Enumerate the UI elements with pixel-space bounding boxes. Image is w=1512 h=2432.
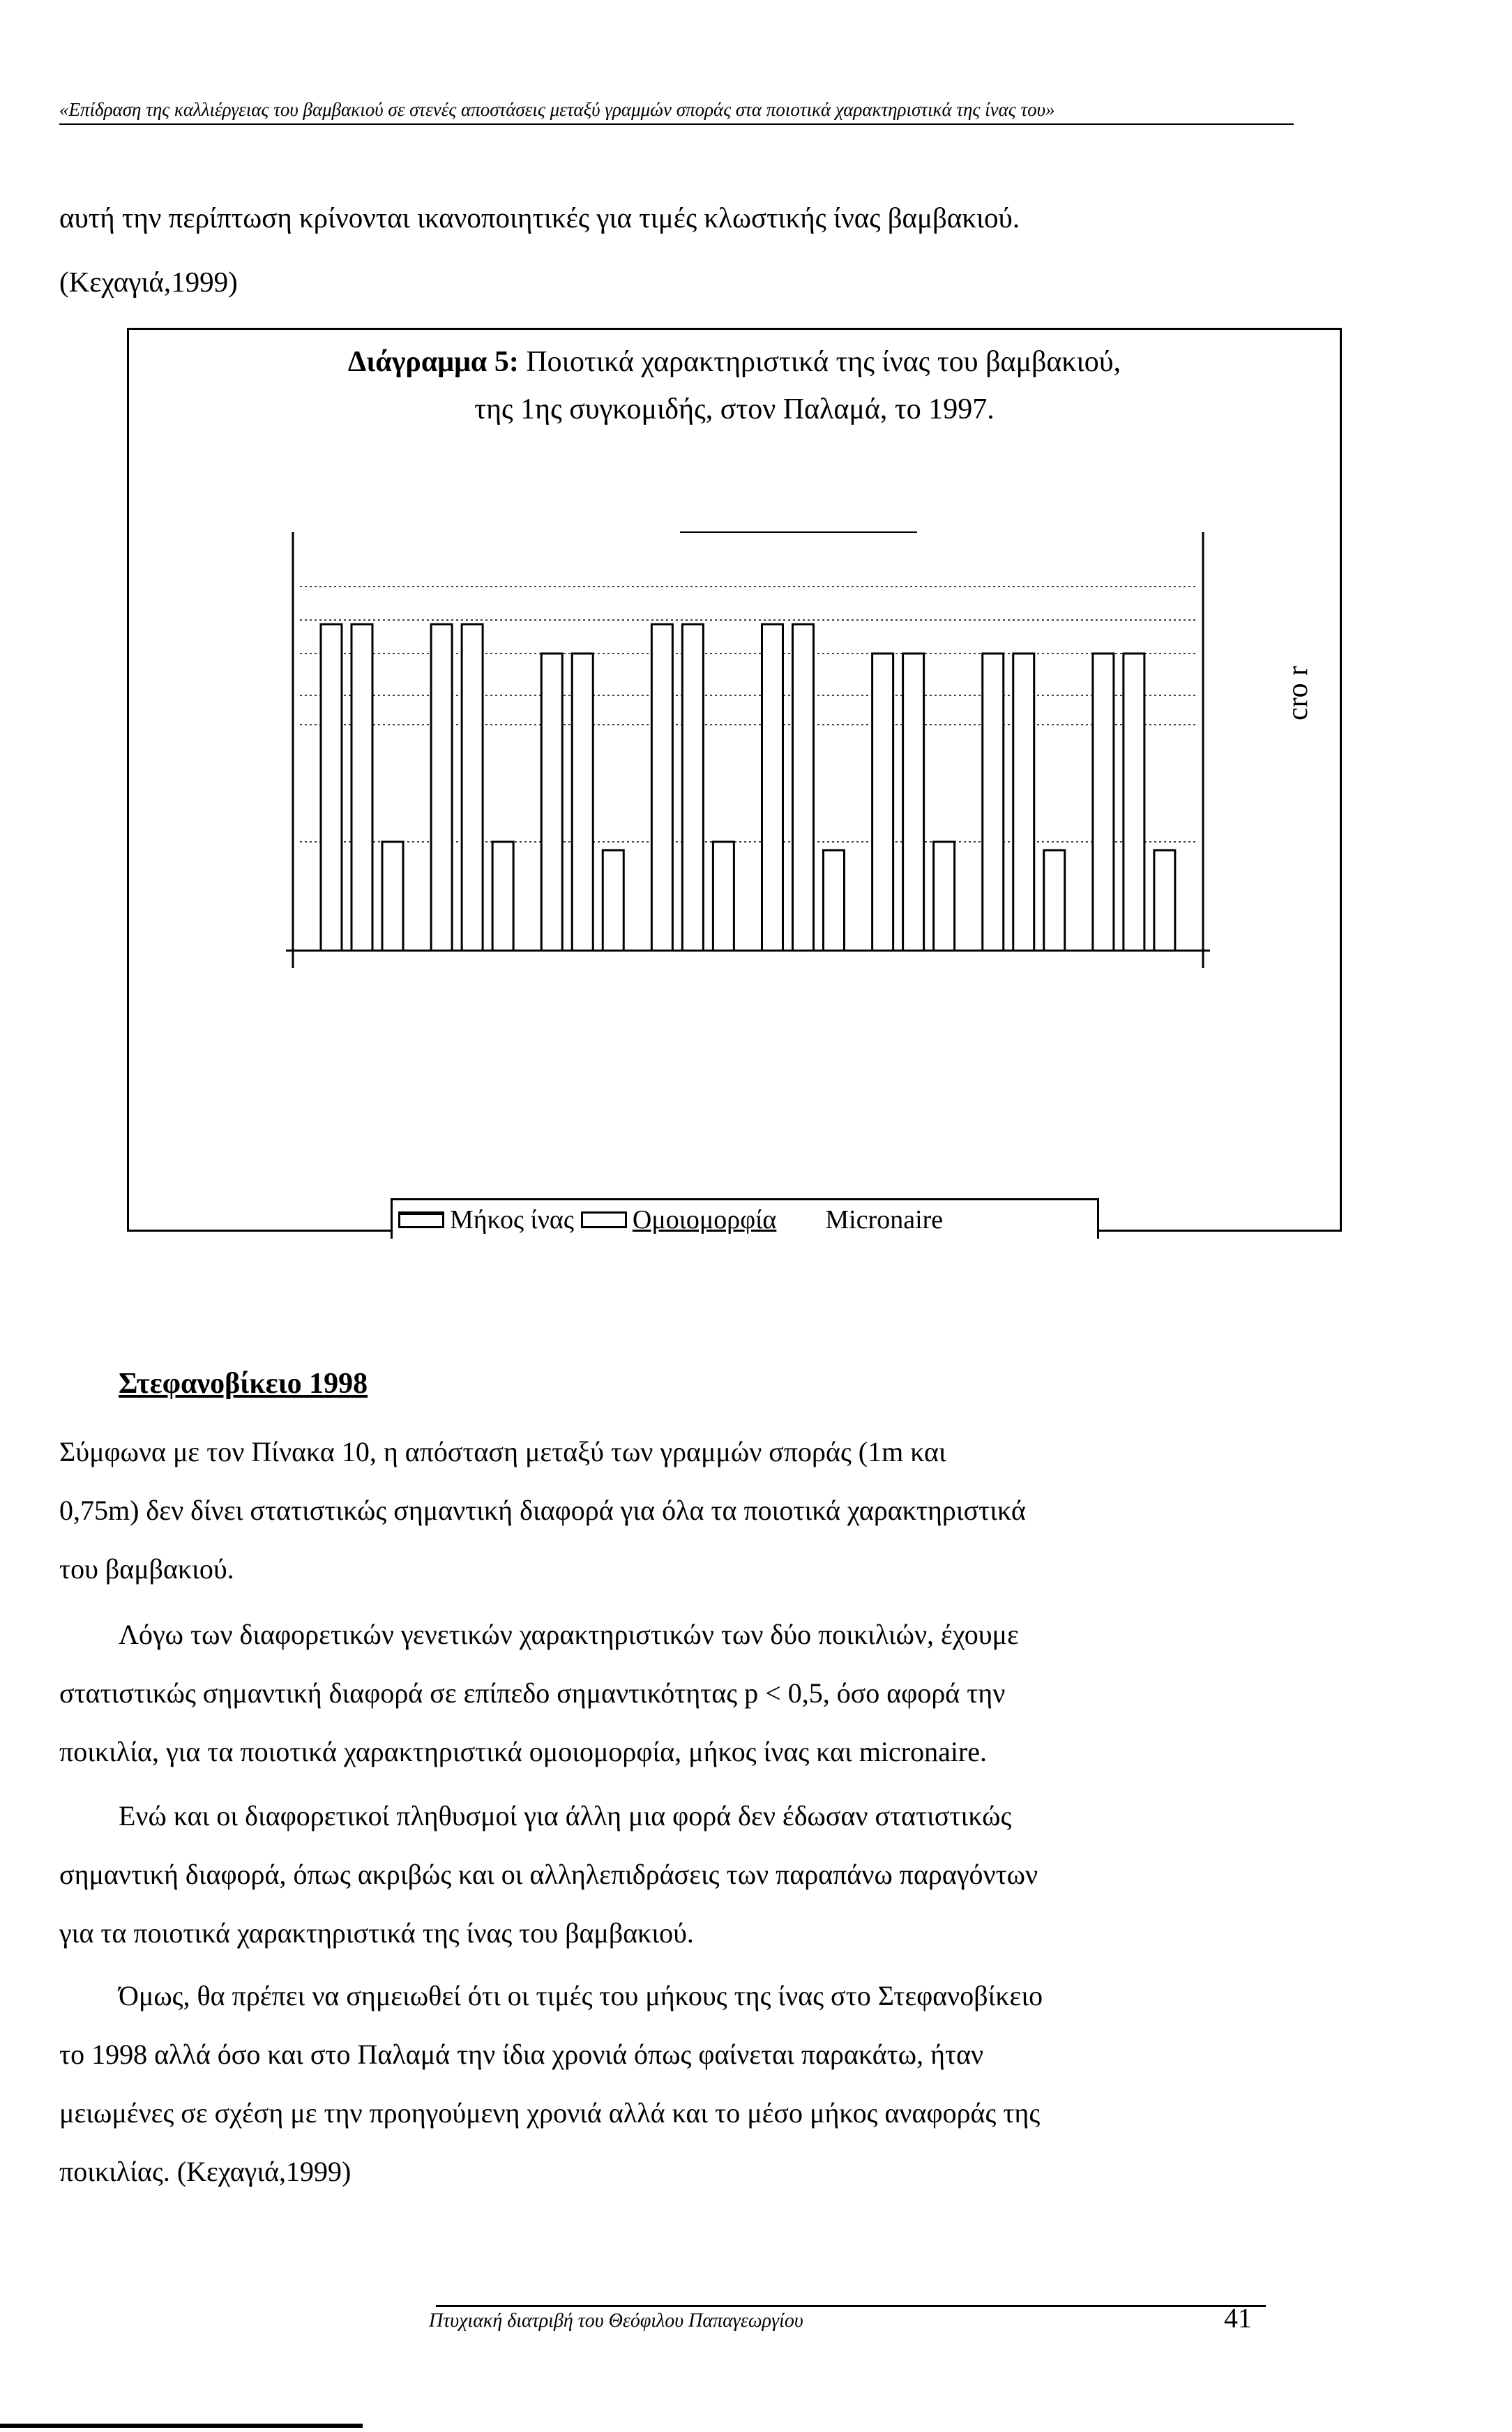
bar-3-5 (824, 850, 845, 951)
bar-3-1 (382, 842, 403, 951)
chart-legend (391, 1198, 1099, 1239)
bar-3-4 (713, 842, 734, 951)
bar-1-6 (872, 654, 893, 951)
bar-1-2 (431, 624, 452, 951)
page-number: 41 (1224, 2302, 1252, 2334)
figure-caption-text: Ποιοτικά χαρακτηριστικά της ίνας του βαμβακιού, (518, 346, 1121, 378)
bar-1-3 (541, 654, 562, 951)
legend-label-micronaire: Micronaire (825, 1204, 944, 1234)
paragraph-3-line-1: Ενώ και οι διαφορετικοί πληθυσμοί για άλλη μια φορά δεν έδωσαν στατιστικώς (119, 1800, 1012, 1831)
paragraph-2-line-2: στατιστικώς σημαντική διαφορά σε επίπεδο σημαντικότητας p < 0,5, όσο αφορά την (59, 1677, 1006, 1709)
paragraph-4-line-1: Όμως, θα πρέπει να σημειωθεί ότι οι τιμές του μήκους της ίνας στο Στεφανοβίκειο (119, 1980, 1043, 2011)
intro-line-2: (Κεχαγιά,1999) (59, 266, 238, 298)
bar-1-8 (1093, 654, 1114, 951)
bar-3-3 (603, 850, 623, 951)
legend-item-uniformity (581, 1204, 776, 1235)
section-title: Στεφανοβίκειο 1998 (119, 1368, 368, 1400)
figure-caption-label: Διάγραμμα 5: (347, 346, 519, 378)
footer-rule (436, 2305, 1266, 2307)
legend-item-micronaire (825, 1204, 943, 1235)
bar-3-8 (1154, 850, 1175, 951)
footer-text: Πτυχιακή διατριβή του Θεόφιλου Παπαγεωργίου (429, 2310, 803, 2332)
chart (129, 330, 1344, 1234)
legend-label-uniformity: Ομοιομορφία (632, 1204, 777, 1234)
paragraph-4-line-2: το 1998 αλλά όσο και στο Παλαμά την ίδια χρονιά όπως φαίνεται παρακάτω, ήταν (59, 2039, 984, 2070)
bar-2-8 (1124, 654, 1144, 951)
bar-1-4 (651, 624, 672, 951)
scan-edge-mark (0, 2424, 363, 2428)
paragraph-3-line-3: για τα ποιοτικά χαρακτηριστικά της ίνας του βαμβακιού. (59, 1917, 694, 1949)
figure-frame (127, 328, 1342, 1232)
legend-item-length (398, 1204, 574, 1235)
intro-line-1: αυτή την περίπτωση κρίνονται ικανοποιητικές για τιμές κλωστικής ίνας βαμβακιού. (59, 202, 1020, 234)
legend-swatch-uniformity (581, 1211, 627, 1228)
paragraph-1-line-1: Σύμφωνα με τον Πίνακα 10, η απόσταση μεταξύ των γραμμών σποράς (1m και (59, 1436, 946, 1467)
bar-2-6 (903, 654, 924, 951)
paragraph-1-line-2: 0,75m) δεν δίνει στατιστικώς σημαντική διαφορά για όλα τα ποιοτικά χαρακτηριστικά (59, 1495, 1026, 1526)
paragraph-1-line-3: του βαμβακιού. (59, 1553, 234, 1585)
paragraph-3-line-2: σημαντική διαφορά, όπως ακριβώς και οι αλληλεπιδράσεις των παραπάνω παραγόντων (59, 1859, 1038, 1890)
bar-2-7 (1013, 654, 1034, 951)
side-label: cro r (1282, 665, 1314, 720)
running-header: «Επίδραση της καλλιέργειας του βαμβακιού σε στενές αποστάσεις μεταξύ γραμμών σποράς στα ποιοτικά χαρακτηριστικά της ίνας του» (59, 99, 1294, 125)
paragraph-2-line-3: ποικιλία, για τα ποιοτικά χαρακτηριστικά ομοιομορφία, μήκος ίνας και micronaire. (59, 1736, 988, 1767)
legend-swatch-length (398, 1211, 444, 1228)
paragraph-4-line-4: ποικιλίας. (Κεχαγιά,1999) (59, 2156, 351, 2187)
figure-caption-line-2: της 1ης συγκομιδής, στον Παλαμά, το 1997. (474, 393, 995, 425)
legend-label-length: Μήκος ίνας (450, 1204, 574, 1234)
bar-2-3 (572, 654, 593, 951)
bar-2-1 (351, 624, 372, 951)
bar-2-5 (793, 624, 814, 951)
bar-2-4 (682, 624, 703, 951)
bar-1-1 (321, 624, 342, 951)
bar-3-6 (934, 842, 955, 951)
paragraph-2-line-1: Λόγω των διαφορετικών γενετικών χαρακτηριστικών των δύο ποικιλιών, έχουμε (119, 1619, 1019, 1650)
bar-1-5 (762, 624, 783, 951)
bar-2-2 (462, 624, 483, 951)
bar-1-7 (983, 654, 1004, 951)
paragraph-4-line-3: μειωμένες σε σχέση με την προηγούμενη χρονιά αλλά και το μέσο μήκος αναφοράς της (59, 2097, 1041, 2129)
bar-3-7 (1044, 850, 1065, 951)
bar-3-2 (492, 842, 513, 951)
